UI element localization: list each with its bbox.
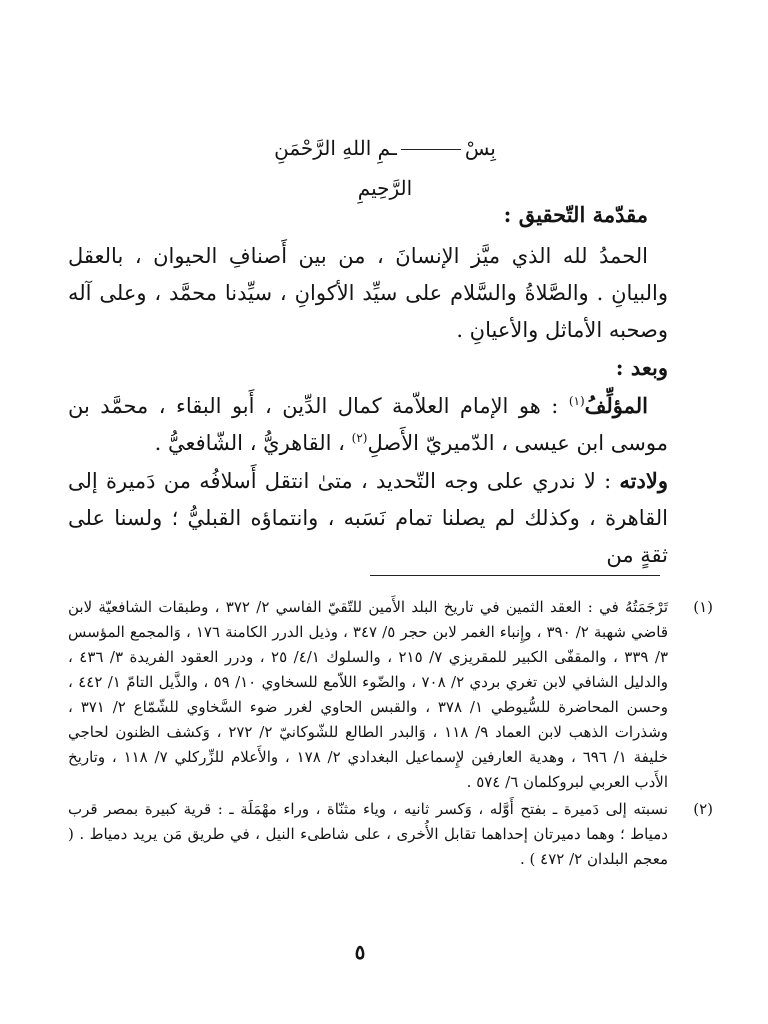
birth-label: ولادته [619, 468, 668, 493]
basmala-calligraphy [255, 128, 515, 200]
transition-paragraph [68, 349, 668, 387]
birth-paragraph [68, 462, 668, 574]
basmala-stroke [401, 149, 461, 150]
footnote-number: (٢) [693, 800, 713, 818]
footnotes [68, 595, 713, 874]
basmala-right: بِسْ [464, 136, 496, 160]
page-number: ٥ [354, 940, 366, 964]
footnote-ref-2[interactable]: (٢) [351, 431, 368, 445]
footnote-number: (١) [693, 598, 713, 616]
footnote-ref-1[interactable]: (١) [568, 394, 585, 408]
footnote-text: تَرْجَمَتُهُ في : العقد الثمين في تاريخ البلد الأَمين للتّقيّ الفاسي ٢/ ٣٧٢ ، وطبقات الشافعيّة لابن قاضي شهبة ٢/ ٣٩٠ ، وإِنباء الغمر لابن حجر ٥/ ٣٤٧ ، وذيل الدرر الكامنة ١٧٦ ، وَالمجمع المؤسس ٣/ ٣٣٩ ، والمقفّى الكبير للمقريزي ٧/ ٢١٥ ، والسلوك ٤/١/ ٢٥ ، ودرر العقود الفريدة ٣/ ٤٣٦ ، والدليل الشافي لابن تغري بردي ٢/ ٧٠٨ ، والضّوء اللاّمع للسخاوي ١٠/ ٥٩ ، والذَّيل التامّ ١/ ٤٤٢ ، وحسن المحاضرة للسُّيوطي ١/ ٣٧٨ ، والقبس الحاوي لغرر ضوء السَّخاوي للشّمّاع ٢/ ٣٧١ ، وشذرات الذهب لابن العماد ٩/ ١١٨ ، وَالبدر الطالع للشّوكانيّ ٢/ ٢٧٢ ، وَكشف الظنون لحاجي خليفة ١/ ٦٩٦ ، وهدية العارفين لإِسماعيل البغدادي ٢/ ١٧٨ ، والأَعلام للزِّركلي ٧/ ١١٨ ، وتاريخ الأَدب العربي لبروكلمان ٦/ ٥٧٤ . [68, 598, 669, 791]
footnote-text: نسبته إلى دَميرة ـ بفتح أَوَّله ، وَكسر ثانيه ، وياء مثنّاة ، وراء مهْمَلَة ـ : قرية كبيرة بمصر قرب دمياط ؛ وهما دميرتان إحداهما تقابل الأُخرى ، على شاطىء النيل ، في طريق مَن يريد دمياط . ( معجم البلدان ٢/ ٤٧٢ ) . [68, 800, 668, 868]
main-text [68, 238, 668, 574]
author-label: المؤلِّفُ [584, 393, 648, 418]
author-text-part1: : هو الإمام العلاّمة كمال الدِّين ، أَبو البقاء ، محمَّد بن موسى ابن عيسى ، الدّميريّ الأَصلِ [68, 394, 668, 455]
author-paragraph [68, 387, 668, 462]
basmala-left: ـمِ اللهِ الرَّحْمَنِ الرَّحِيمِ [274, 136, 413, 200]
section-heading: مقدّمة التّحقيق : [503, 202, 648, 227]
intro-paragraph [68, 238, 668, 349]
author-text-part2: ، القاهريُّ ، الشّافعيُّ . [154, 431, 352, 455]
birth-text: : لا ندري على وجه التّحديد ، متىٰ انتقل أَسلافُه من دَميرة إلى القاهرة ، وكذلك لم يصلنا تمام نَسَبه ، وانتماؤه القبليُّ ؛ ولسنا على ثقةٍ من [68, 469, 668, 567]
intro-text: الحمدُ لله الذي ميَّز الإنسانَ ، من بين أَصنافِ الحيوان ، بالعقل والبيانِ . والصَّلاةُ والسَّلام على سيِّد الأكوانِ ، سيِّدنا محمَّد ، وعلى آله وصحبه الأماثل والأعيانِ . [68, 244, 668, 342]
transition-label: وبعد : [615, 355, 668, 380]
footnote-1 [68, 595, 713, 795]
footnote-separator [370, 575, 660, 576]
footnote-2 [68, 797, 713, 872]
